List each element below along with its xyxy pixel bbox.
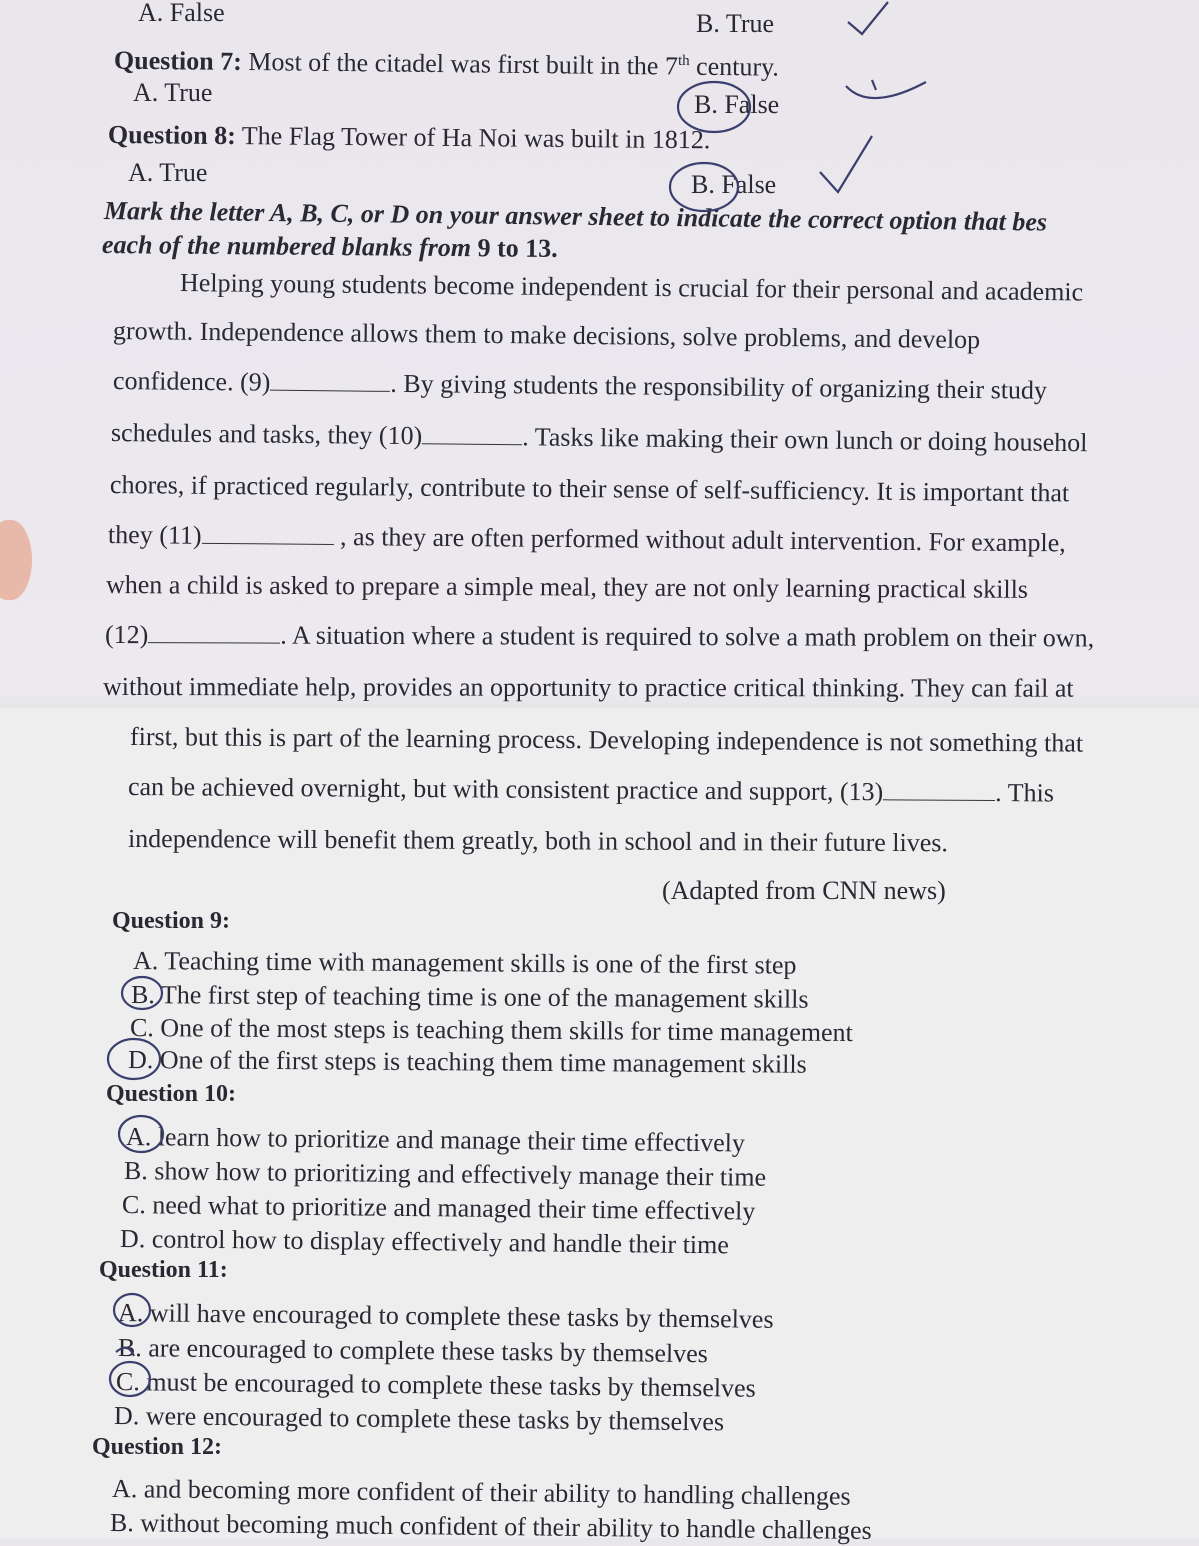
curve-mark-q7-icon <box>846 82 926 98</box>
blank-13 <box>883 798 995 801</box>
passage-line-4 <box>111 418 1088 458</box>
q7-stem: Most of the citadel was first built in the 7 <box>241 46 679 81</box>
passage-line-1: Helping young students become independent is crucial for their personal and academic <box>179 268 1084 307</box>
passage-line-6 <box>108 520 1066 558</box>
blank-10-label: schedules and tasks, they (10) <box>110 418 423 451</box>
q7-superscript: th <box>677 52 690 70</box>
q6-option-b: B. True <box>696 9 775 38</box>
instruction-line-1: Mark the letter A, B, C, or D on your answer sheet to indicate the correct option that bes <box>103 196 1048 237</box>
q9-option-d: D. One of the first steps is teaching them time management skills <box>127 1045 807 1079</box>
tick-q7-icon <box>872 80 876 90</box>
passage-line-4-text: . Tasks like making their own lunch or doing househol <box>522 422 1088 458</box>
q7-option-b: B. False <box>694 90 780 119</box>
q8-option-a: A. True <box>128 158 208 187</box>
q9-label: Question 9: <box>112 908 231 934</box>
q8-stem: The Flag Tower of Ha Noi was built in 1812. <box>235 121 711 155</box>
blank-10 <box>422 442 522 445</box>
passage-line-9: without immediate help, provides an opportunity to practice critical thinking. They can fail at <box>102 672 1074 703</box>
thumb-at-edge <box>0 520 32 600</box>
q10-label: Question 10: <box>106 1081 237 1107</box>
q7-stem-end: century. <box>689 51 780 82</box>
passage-line-12: independence will benefit them greatly, both in school and in their future lives. <box>127 824 949 858</box>
q9-option-a: A. Teaching time with management skills is one of the first step <box>132 946 797 980</box>
q12-option-a: A. and becoming more confident of their ability to handling challenges <box>111 1474 851 1511</box>
q6-option-a: A. False <box>138 0 225 27</box>
q10-option-a: A. learn how to prioritize and manage their time effectively <box>125 1122 746 1158</box>
passage-line-3-text: . By giving students the responsibility of organizing their study <box>390 368 1048 405</box>
passage-line-5: chores, if practiced regularly, contribute to their sense of self-sufficiency. It is important that <box>109 470 1070 508</box>
passage-line-7: when a child is asked to prepare a simple meal, they are not only learning practical skills <box>105 570 1029 604</box>
q8-option-b: B. False <box>691 170 777 199</box>
passage-line-3 <box>113 366 1047 406</box>
instruction-range: 9 to 13. <box>477 233 558 263</box>
instruction-line-2 <box>102 230 558 264</box>
q7-option-a: A. True <box>133 78 213 107</box>
q11-option-c: C. must be encouraged to complete these tasks by themselves <box>115 1367 756 1403</box>
q9-option-c: C. One of the most steps is teaching them skills for time management <box>129 1013 853 1048</box>
q8-question <box>108 120 711 155</box>
blank-13-label: can be achieved overnight, but with consistent practice and support, (13) <box>127 772 884 807</box>
blank-11-label: they (11) <box>107 520 202 550</box>
passage-line-8-text: . A situation where a student is required to solve a math problem on their own, <box>280 620 1095 653</box>
blank-12-label: (12) <box>104 620 149 650</box>
passage-line-8 <box>105 620 1094 653</box>
blank-11 <box>202 542 334 545</box>
q10-option-b: B. show how to prioritizing and effectively manage their time <box>123 1156 767 1192</box>
passage-line-2: growth. Independence allows them to make decisions, solve problems, and develop <box>112 316 981 355</box>
q11-option-b: B. are encouraged to complete these tasks by themselves <box>117 1333 708 1369</box>
passage-source: (Adapted from CNN news) <box>662 876 946 905</box>
passage-line-11-text: . This <box>995 778 1055 808</box>
instruction-text: each of the numbered blanks from <box>101 230 478 263</box>
checkmark-q8-icon <box>820 136 872 192</box>
q11-label: Question 11: <box>99 1257 228 1283</box>
q7-label: Question 7: <box>113 45 242 76</box>
q11-option-a: A. will have encouraged to complete these tasks by themselves <box>117 1298 774 1334</box>
blank-9 <box>270 389 390 392</box>
q10-option-d: D. control how to display effectively and handle their time <box>119 1224 730 1260</box>
q9-option-b: B. The first step of teaching time is one of the management skills <box>130 980 809 1014</box>
q12-option-b: B. without becoming much confident of their ability to handle challenges <box>109 1508 872 1545</box>
blank-12 <box>148 641 280 643</box>
q7-question <box>114 40 779 83</box>
q11-option-d: D. were encouraged to complete these tasks by themselves <box>113 1401 725 1437</box>
q10-option-c: C. need what to prioritize and managed their time effectively <box>121 1190 756 1226</box>
passage-line-6-text: , as they are often performed without adult intervention. For example, <box>333 521 1066 558</box>
blank-9-label: confidence. (9) <box>112 366 271 397</box>
q12-label: Question 12: <box>92 1434 223 1460</box>
checkmark-q6-icon <box>848 2 888 34</box>
q8-label: Question 8: <box>107 120 236 151</box>
passage-line-10: first, but this is part of the learning process. Developing independence is not something that <box>129 722 1084 758</box>
